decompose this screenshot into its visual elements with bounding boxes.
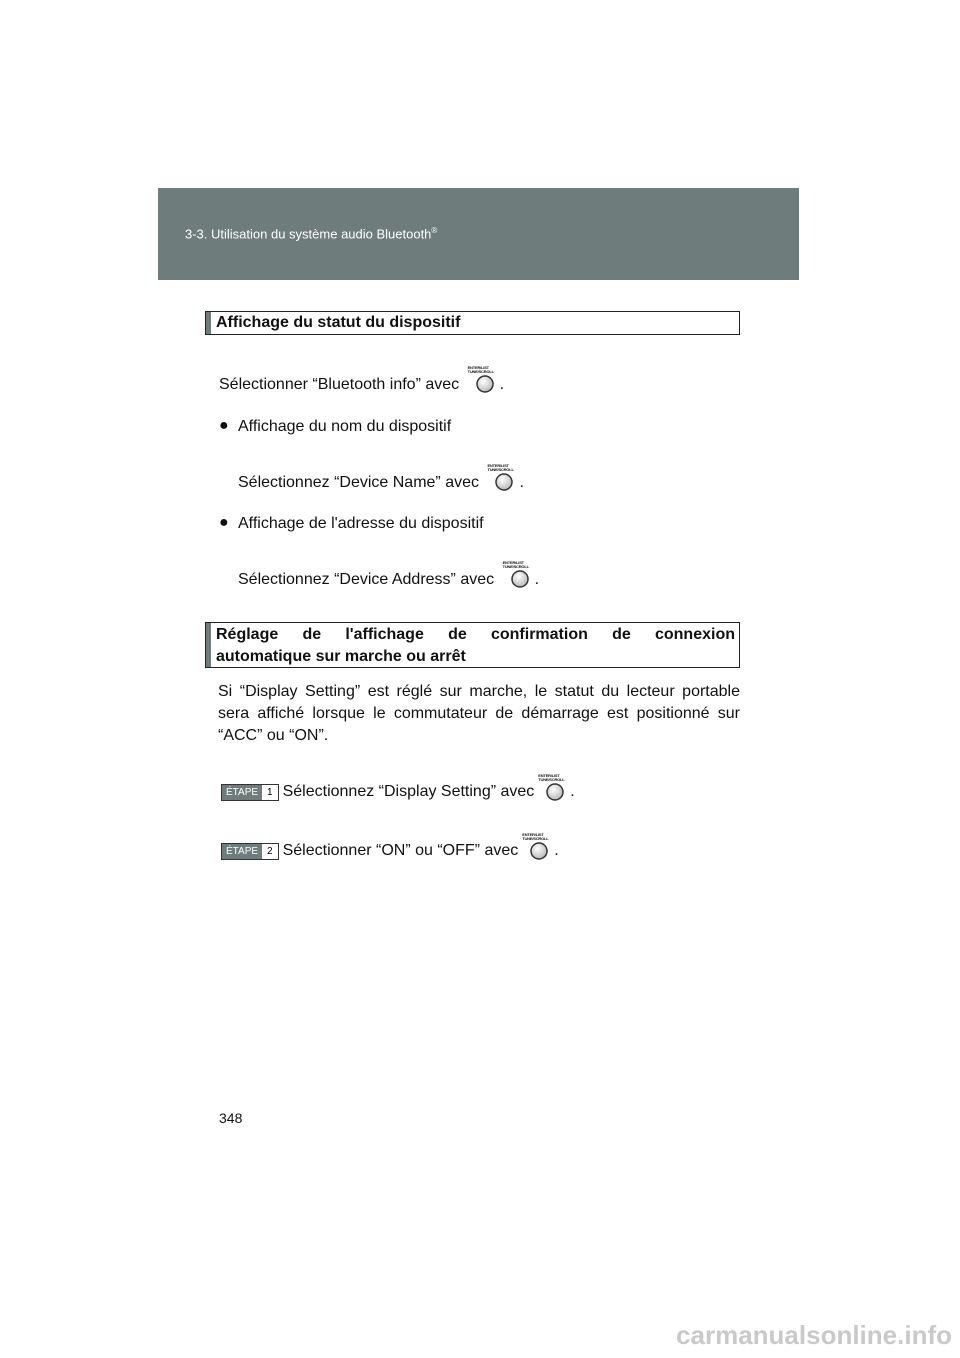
page-number: 348 — [219, 1110, 243, 1126]
tune-scroll-knob-icon: ENTER/LIST TUNE/SCROLL — [487, 471, 515, 493]
step-text: Sélectionner “ON” ou “OFF” avec — [282, 842, 519, 859]
tune-scroll-knob-icon: ENTER/LIST TUNE/SCROLL — [538, 781, 566, 803]
section-heading-auto-connect-display — [205, 622, 740, 668]
trademark-symbol: ® — [431, 226, 438, 235]
chapter-header-band — [158, 188, 799, 280]
bullet-icon: ● — [219, 514, 229, 531]
bullet-device-name-label: Affichage du nom du dispositif — [238, 418, 452, 435]
step-badge: ÉTAPE 1 — [221, 784, 279, 801]
tune-scroll-knob-icon: ENTER/LIST TUNE/SCROLL — [503, 568, 531, 590]
tune-scroll-knob-icon: ENTER/LIST TUNE/SCROLL — [468, 373, 496, 395]
instruction-text: Sélectionnez “Device Address” avec — [238, 571, 495, 588]
section-heading-device-status — [205, 311, 740, 335]
chapter-title-text: 3-3. Utilisation du système audio Bluetooth — [185, 226, 432, 242]
step-1: ÉTAPE 1 Sélectionnez “Display Setting” avec ENTER/LIST TUNE/SCROLL . — [221, 781, 575, 803]
chapter-title — [185, 226, 437, 241]
step-badge: ÉTAPE 2 — [221, 843, 279, 860]
intro-instruction: Sélectionner “Bluetooth info” avec ENTER/LIST TUNE/SCROLL . — [219, 365, 505, 393]
device-address-instruction: Sélectionnez “Device Address” avec ENTER/LIST TUNE/SCROLL . — [238, 560, 540, 588]
watermark[interactable]: carmanualsonline.info — [676, 1320, 952, 1350]
device-name-instruction: Sélectionnez “Device Name” avec ENTER/LIST TUNE/SCROLL . — [238, 463, 524, 491]
step-2: ÉTAPE 2 Sélectionner “ON” ou “OFF” avec ENTER/LIST TUNE/SCROLL . — [221, 840, 559, 862]
bullet-icon: ● — [219, 417, 229, 434]
section-heading-text-line1: Réglage de l'affichage de confirmation de connexion — [216, 626, 735, 643]
section-heading-text: Affichage du statut du dispositif — [216, 314, 461, 331]
section-heading-text-line2: automatique sur marche ou arrêt — [216, 648, 466, 665]
display-setting-paragraph: Si “Display Setting” est réglé sur marche, le statut du lecteur portable sera affiché lorsque le commutateur de démarrage est positionné sur “ACC” ou “ON”. — [218, 683, 740, 744]
instruction-text: Sélectionner “Bluetooth info” avec — [219, 376, 460, 393]
bullet-device-address-label: Affichage de l'adresse du dispositif — [238, 515, 484, 532]
step-text: Sélectionnez “Display Setting” avec — [282, 783, 535, 800]
tune-scroll-knob-icon: ENTER/LIST TUNE/SCROLL — [522, 840, 550, 862]
instruction-text: Sélectionnez “Device Name” avec — [238, 474, 479, 491]
